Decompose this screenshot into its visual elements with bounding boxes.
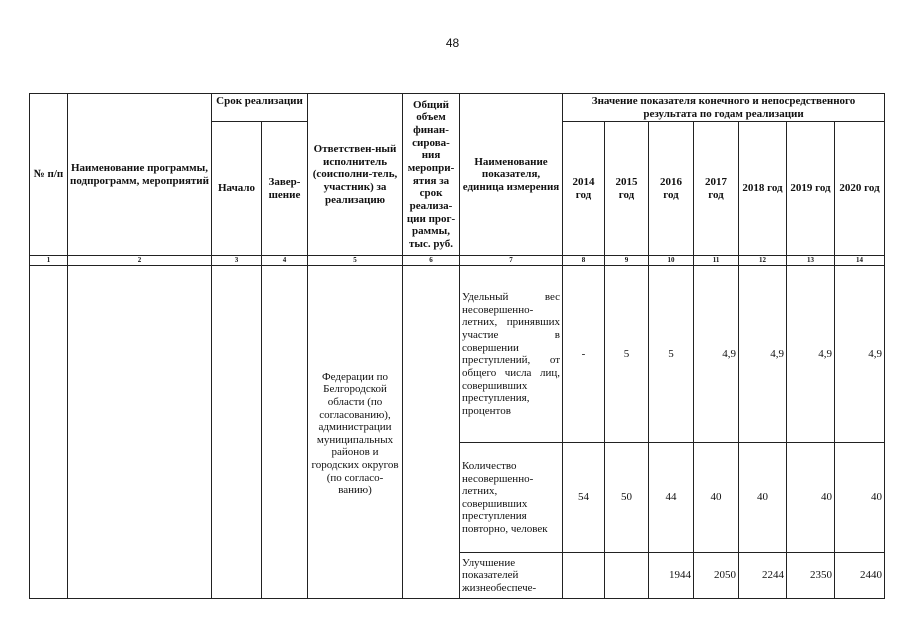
header-year-2020: 2020 год <box>835 122 885 256</box>
column-number: 5 <box>308 256 403 266</box>
header-indicator: Наименование показателя, единица измерения <box>460 94 563 256</box>
value-2020: 4,9 <box>835 266 885 443</box>
header-volume: Общий объем финан-сирова-ния меропри-ятия за срок реализа-ции прог-раммы, тыс. руб. <box>403 94 460 256</box>
column-number: 12 <box>739 256 787 266</box>
value-2015 <box>605 553 649 599</box>
header-start: Начало <box>212 122 262 256</box>
value-2015: 50 <box>605 443 649 553</box>
page-number: 48 <box>445 36 460 50</box>
value-2014 <box>563 553 605 599</box>
value-2016: 1944 <box>649 553 694 599</box>
value-2019: 4,9 <box>787 266 835 443</box>
header-year-2016: 2016 год <box>649 122 694 256</box>
value-2019: 2350 <box>787 553 835 599</box>
indicator-name: Удельный вес несовершенно-летних, принявших участие в совершении преступлений, от общего числа лиц, совершивших преступления, процентов <box>460 266 563 443</box>
header-year-2015: 2015 год <box>605 122 649 256</box>
header-term: Срок реализации <box>212 94 308 122</box>
column-number: 9 <box>605 256 649 266</box>
header-end: Завер-шение <box>262 122 308 256</box>
header-no: № п/п <box>30 94 68 256</box>
column-number: 8 <box>563 256 605 266</box>
value-2015: 5 <box>605 266 649 443</box>
value-2018: 40 <box>739 443 787 553</box>
value-2014: 54 <box>563 443 605 553</box>
column-number: 3 <box>212 256 262 266</box>
column-number: 2 <box>68 256 212 266</box>
value-2018: 2244 <box>739 553 787 599</box>
column-number: 6 <box>403 256 460 266</box>
column-number: 13 <box>787 256 835 266</box>
indicators-table <box>29 93 885 599</box>
indicator-name: Количество несовершенно-летних, совершивших преступления повторно, человек <box>460 443 563 553</box>
value-2020: 2440 <box>835 553 885 599</box>
cell-responsible: Федерации по Белгородской области (по согласованию), администрации муниципальных районов и городских округов (по согласо-ванию) <box>308 266 403 599</box>
value-2019: 40 <box>787 443 835 553</box>
column-number: 4 <box>262 256 308 266</box>
cell-start <box>212 266 262 599</box>
cell-volume <box>403 266 460 599</box>
column-number: 7 <box>460 256 563 266</box>
cell-program-name <box>68 266 212 599</box>
column-number: 10 <box>649 256 694 266</box>
column-number: 1 <box>30 256 68 266</box>
value-2014: - <box>563 266 605 443</box>
value-2018: 4,9 <box>739 266 787 443</box>
column-number: 14 <box>835 256 885 266</box>
value-2016: 44 <box>649 443 694 553</box>
cell-end <box>262 266 308 599</box>
header-values-group: Значение показателя конечного и непосредственного результата по годам реализации <box>563 94 885 122</box>
value-2017: 2050 <box>694 553 739 599</box>
value-2020: 40 <box>835 443 885 553</box>
header-year-2018: 2018 год <box>739 122 787 256</box>
value-2017: 40 <box>694 443 739 553</box>
value-2017: 4,9 <box>694 266 739 443</box>
value-2016: 5 <box>649 266 694 443</box>
header-year-2017: 2017 год <box>694 122 739 256</box>
column-numbers-row <box>30 256 885 266</box>
header-responsible: Ответствен-ный исполнитель (соисполни-тель, участник) за реализацию <box>308 94 403 256</box>
header-year-2014: 2014 год <box>563 122 605 256</box>
column-number: 11 <box>694 256 739 266</box>
header-year-2019: 2019 год <box>787 122 835 256</box>
cell-no <box>30 266 68 599</box>
header-program-name: Наименование программы, подпрограмм, мероприятий <box>68 94 212 256</box>
indicator-name: Улучшение показателей жизнеобеспече- <box>460 553 563 599</box>
table-row <box>30 266 885 443</box>
